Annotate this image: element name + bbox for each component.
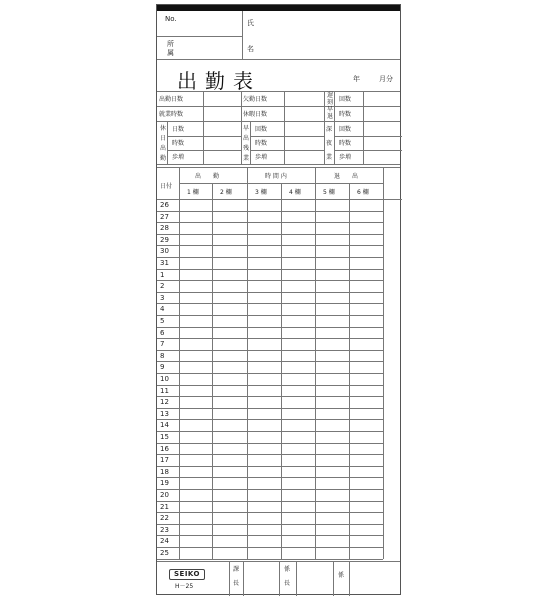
month-label: 月分 — [379, 75, 393, 83]
kyujitsu-char-1: 休 — [160, 125, 167, 132]
seiko-logo: SEIKO — [169, 569, 205, 580]
table-row — [157, 547, 383, 548]
day-label: 7 — [160, 340, 165, 349]
day-label: 31 — [160, 259, 169, 267]
day-label: 18 — [160, 467, 169, 476]
day-label: 12 — [160, 398, 169, 407]
table-row — [157, 396, 383, 397]
day-label: 4 — [160, 305, 165, 314]
day-label: 8 — [160, 351, 165, 360]
table-row — [157, 443, 383, 444]
kakari-label: 係 — [338, 572, 345, 579]
page-title: 出勤表 — [177, 69, 261, 93]
day-label: 13 — [160, 409, 169, 418]
kakaricho-char-1: 係 — [284, 566, 291, 573]
day-label: 26 — [160, 201, 169, 209]
hayade-char-2: 出 — [243, 135, 250, 142]
group-header-jikannai: 時 間 内 — [265, 173, 287, 180]
model-number: H－25 — [175, 583, 194, 590]
chikoku-jisu-label: 時数 — [339, 111, 352, 118]
table-row — [157, 361, 383, 362]
kacho-char-1: 課 — [233, 566, 240, 573]
day-label: 5 — [160, 317, 165, 325]
table-row — [157, 338, 383, 339]
hayade-bucho-label: 歩増 — [255, 154, 268, 161]
table-row — [157, 350, 383, 351]
day-label: 1 — [160, 270, 165, 279]
chikoku-char-3: 早 — [327, 106, 334, 113]
table-row — [157, 512, 383, 513]
hayade-char-1: 早 — [243, 125, 250, 132]
column-header: 5 欄 — [323, 189, 335, 196]
hayade-jisu-label: 時数 — [255, 140, 268, 147]
day-label: 11 — [160, 386, 169, 395]
grid-col-line — [212, 183, 213, 559]
day-label: 30 — [160, 247, 169, 256]
kekkin-nissu-label: 欠勤日数 — [243, 96, 268, 103]
kyujitsu-char-4: 勤 — [160, 155, 167, 162]
day-label: 10 — [160, 375, 169, 383]
day-label: 27 — [160, 212, 169, 221]
column-header: 4 欄 — [289, 189, 301, 196]
kyujitsu-bucho-label: 歩増 — [172, 154, 185, 161]
table-row — [157, 408, 383, 409]
kyujitsu-nissu-label: 日数 — [172, 126, 185, 133]
day-label: 22 — [160, 514, 169, 523]
table-row — [157, 211, 383, 212]
day-label: 6 — [160, 328, 165, 337]
chikoku-char-4: 退 — [327, 113, 334, 120]
day-label: 19 — [160, 479, 169, 488]
table-row — [157, 373, 383, 374]
table-row — [157, 234, 383, 235]
kyujitsu-char-2: 日 — [160, 135, 167, 142]
column-header: 2 欄 — [220, 189, 232, 196]
hayade-kaisu-label: 回数 — [255, 126, 268, 133]
table-row — [157, 559, 383, 560]
column-header: 3 欄 — [255, 189, 267, 196]
day-label: 17 — [160, 456, 169, 465]
chikoku-char-1: 遅 — [327, 92, 334, 99]
table-row — [157, 222, 383, 223]
hayade-char-4: 業 — [243, 155, 250, 162]
shozoku-label-1: 所 — [167, 40, 174, 48]
day-label: 28 — [160, 224, 169, 233]
table-row — [157, 466, 383, 467]
day-label: 25 — [160, 549, 169, 557]
no-label: No. — [165, 15, 177, 23]
table-row — [157, 280, 383, 281]
day-label: 20 — [160, 491, 169, 499]
kacho-char-2: 長 — [233, 580, 240, 587]
grid-header-bottom — [157, 199, 402, 200]
day-label: 16 — [160, 444, 169, 453]
shinya-char-3: 業 — [326, 154, 333, 161]
table-row — [157, 454, 383, 455]
table-row — [157, 292, 383, 293]
table-row — [157, 327, 383, 328]
table-row — [157, 385, 383, 386]
year-label: 年 — [353, 75, 360, 83]
kakaricho-char-2: 長 — [284, 580, 291, 587]
grid-col-line — [349, 183, 350, 559]
table-row — [157, 501, 383, 502]
column-header: 6 欄 — [357, 189, 369, 196]
day-label: 2 — [160, 282, 165, 291]
column-header: 1 欄 — [187, 189, 199, 196]
table-row — [157, 524, 383, 525]
shozoku-label-2: 属 — [167, 49, 174, 57]
day-label: 14 — [160, 421, 169, 430]
date-header: 日付 — [160, 183, 173, 190]
table-row — [157, 257, 383, 258]
day-label: 3 — [160, 293, 165, 302]
grid-col-line — [383, 167, 384, 559]
table-row — [157, 245, 383, 246]
table-row — [157, 431, 383, 432]
shinya-kaisu-label: 回数 — [339, 126, 352, 133]
table-row — [157, 269, 383, 270]
day-label: 29 — [160, 235, 169, 244]
mei-label: 名 — [247, 45, 254, 53]
hayade-char-3: 残 — [243, 145, 250, 152]
group-header-shukkin: 出 勤 — [195, 173, 220, 180]
kyujitsu-jisu-label: 時数 — [172, 140, 185, 147]
shi-label: 氏 — [247, 19, 254, 27]
kyujitsu-char-3: 出 — [160, 145, 167, 152]
shukkin-nissu-label: 出勤日数 — [159, 96, 184, 103]
shugyo-jisu-label: 就業時数 — [159, 111, 184, 118]
group-header-taishutsu: 退 出 — [334, 173, 359, 180]
chikoku-char-2: 刻 — [327, 99, 334, 106]
shinya-jisu-label: 時数 — [339, 140, 352, 147]
table-row — [157, 489, 383, 490]
chikoku-kaisu-label: 回数 — [339, 96, 352, 103]
timecard — [156, 4, 401, 595]
shinya-char-2: 夜 — [326, 140, 333, 147]
table-row — [157, 303, 383, 304]
table-row — [157, 315, 383, 316]
top-bar — [157, 5, 400, 11]
table-row — [157, 535, 383, 536]
day-label: 9 — [160, 363, 165, 372]
shinya-bucho-label: 歩増 — [339, 154, 352, 161]
day-label: 23 — [160, 525, 169, 534]
table-row — [157, 477, 383, 478]
table-row — [157, 419, 383, 420]
day-label: 15 — [160, 433, 169, 441]
day-label: 21 — [160, 502, 169, 511]
shinya-char-1: 深 — [326, 126, 333, 133]
grid-col-line — [281, 183, 282, 559]
day-label: 24 — [160, 537, 169, 546]
kyuka-nissu-label: 休暇日数 — [243, 111, 268, 118]
